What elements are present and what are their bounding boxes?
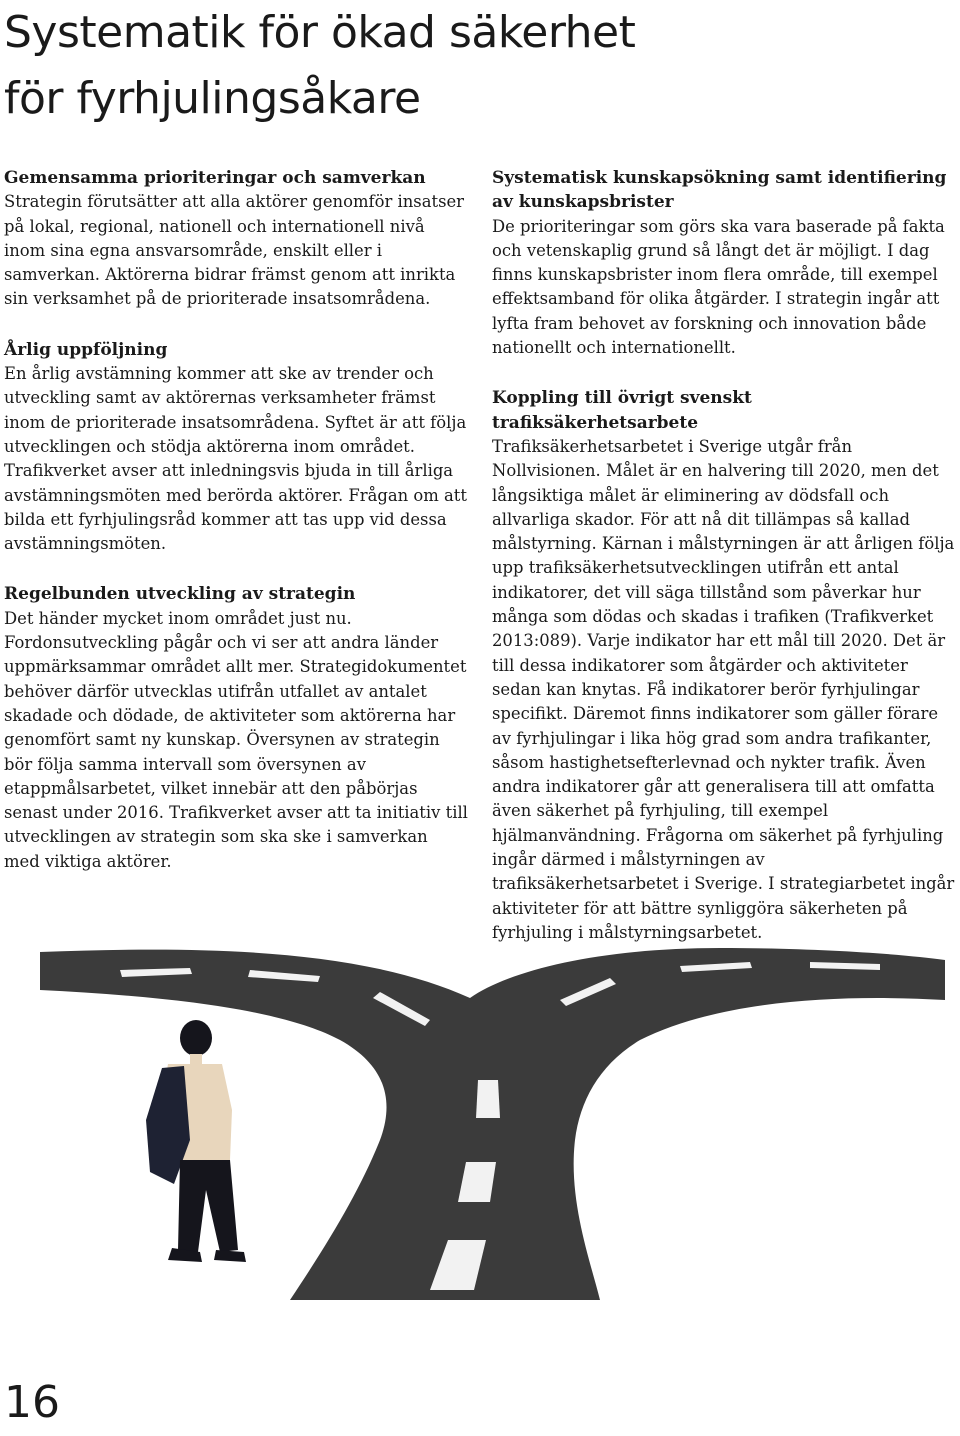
section-heading: Gemensamma prioriteringar och samverkan bbox=[4, 168, 426, 188]
man-figure bbox=[146, 1020, 246, 1262]
section-heading: Regelbunden utveckling av strategin bbox=[4, 584, 356, 605]
section-koppling-trafiksakerhetsarbete bbox=[492, 386, 956, 945]
section-kunskapsokning bbox=[492, 166, 956, 360]
section-heading: Årlig uppföljning bbox=[4, 339, 168, 360]
section-heading: Systematisk kunskapsökning samt identifiering av kunskapsbrister bbox=[492, 168, 947, 213]
section-arlig-uppfoljning bbox=[4, 338, 468, 557]
section-body: Det händer mycket inom området just nu. Fordonsutveckling pågår och vi ser att andra länder uppmärksammar området allt mer. Strategidokumentet behöver därför utvecklas utifrån utfallet av antalet skadade och dödade, de aktiviteter som aktörerna har genomfört samt ny kunskap. Översynen av strategin bör följa samma intervall som översynen av etappmålsarbetet, vilket innebär att den påbörjas senast under 2016. Trafikverket avser att ta initiativ till utvecklingen av strategin som ska ske i samverkan med viktiga aktörer. bbox=[4, 608, 468, 871]
title-line-2: för fyrhjulingsåkare bbox=[4, 73, 421, 124]
section-body: En årlig avstämning kommer att ske av trender och utveckling samt av aktörernas verksamheter främst inom de prioriterade insatsområdena. Syftet är att följa utvecklingen och stödja aktörerna inom området. Trafikverket avser att inledningsvis bjuda in till årliga avstämningsmöten med berörda aktörer. Frågan om att bilda ett fyrhjulingsråd kommer att tas upp vid dessa avstämningsmöten. bbox=[4, 364, 467, 554]
section-gemensamma-prioriteringar bbox=[4, 166, 468, 312]
crossroads-illustration bbox=[0, 940, 960, 1310]
section-body: De prioriteringar som görs ska vara baserade på fakta och vetenskaplig grund så långt det är möjligt. I dag finns kunskapsbrister inom flera område, till exempel effektsamband för olika åtgärder. I strategin ingår att lyfta fram behovet av forskning och innovation både nationellt och internationellt. bbox=[492, 216, 945, 358]
left-column bbox=[4, 166, 468, 900]
page-number: 16 bbox=[4, 1377, 60, 1428]
section-regelbunden-utveckling bbox=[4, 582, 468, 874]
page-title bbox=[4, 0, 944, 132]
section-body: Strategin förutsätter att alla aktörer genomför insatser på lokal, regional, nationell och internationell nivå inom sina egna ansvarsområde, enskilt eller i samverkan. Aktörerna bidrar främst genom att inrikta sin verksamhet på de prioriterade insatsområdena. bbox=[4, 192, 465, 309]
right-column bbox=[492, 166, 956, 971]
section-body: Trafiksäkerhetsarbetet i Sverige utgår från Nollvisionen. Målet är en halvering till 2020, men det långsiktiga målet är eliminering av dödsfall och allvarliga skador. För att nå dit tillämpas så kallad målstyrning. Kärnan i målstyrningen är att årligen följa upp trafiksäkerhetsutvecklingen utifrån ett antal indikatorer, det vill säga tillstånd som påverkar hur många som dödas och skadas i trafiken (Trafikverket 2013:089). Varje indikator har ett mål till 2020. Det är till dessa indikatorer som åtgärder och aktiviteter sedan kan knytas. Få indikatorer berör fyrhjulingar specifikt. Däremot finns indikatorer som gäller förare av fyrhjulingar i lika hög grad som andra trafikanter, såsom hastighetsefterlevnad och nykter trafik. Även andra indikatorer går att generalisera till att omfatta även säkerhet på fyrhjuling, till exempel hjälmanvändning. Frågorna om säkerhet på fyrhjuling ingår därmed i målstyrningen av trafiksäkerhetsarbetet i Sverige. I strategiarbetet ingår aktiviteter för att bättre synliggöra säkerheten på fyrhjuling i målstyrningsarbetet. bbox=[492, 436, 955, 942]
road-marking bbox=[476, 1080, 500, 1118]
title-line-1: Systematik för ökad säkerhet bbox=[4, 7, 636, 58]
section-heading: Koppling till övrigt svenskt trafiksäkerhetsarbete bbox=[492, 388, 752, 433]
